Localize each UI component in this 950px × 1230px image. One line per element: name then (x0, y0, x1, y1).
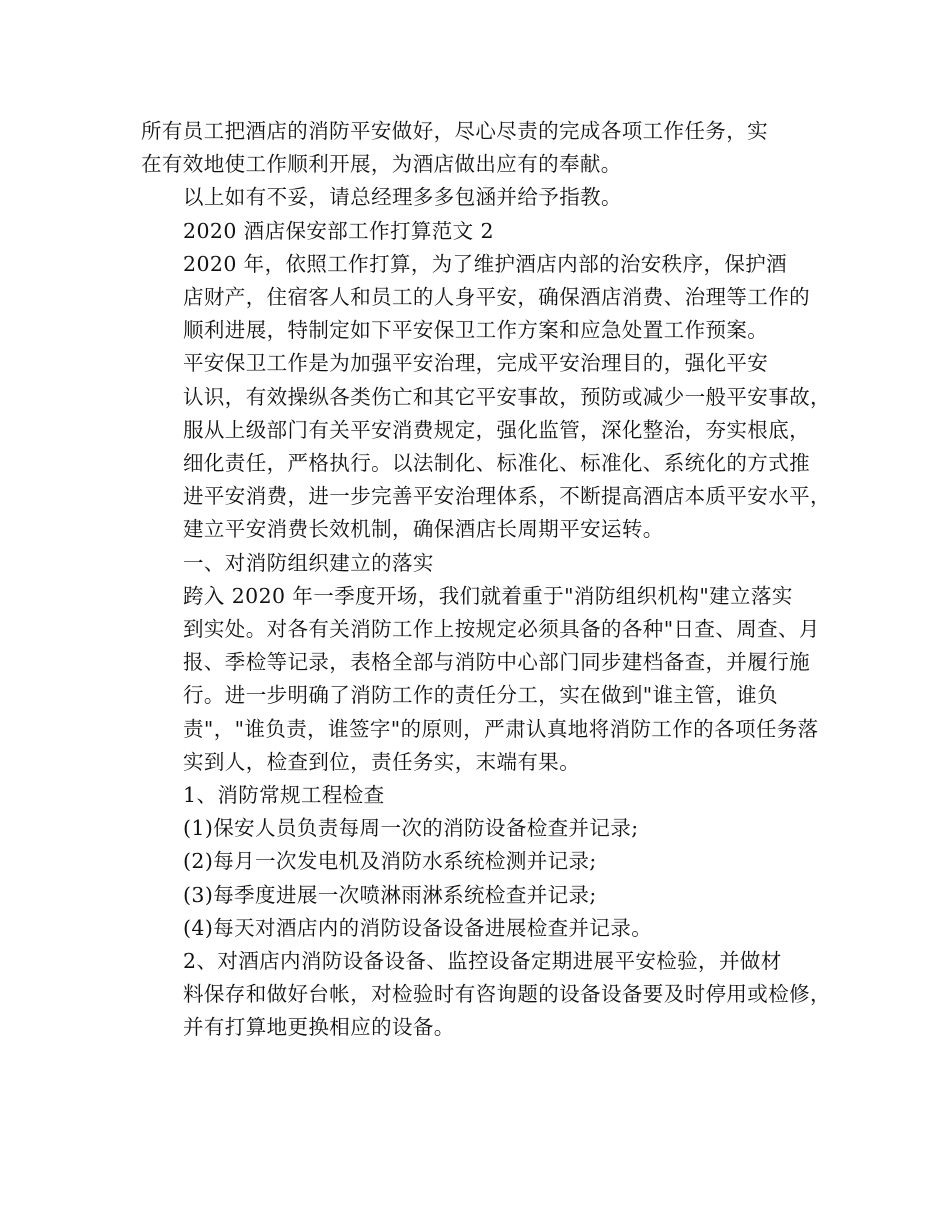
text-line: 顺利进展，特制定如下平安保卫工作方案和应急处置工作预案。 (183, 318, 769, 343)
paragraph (141, 845, 813, 878)
text-line: (4)每天对酒店内的消防设备设备进展检查并记录。 (183, 915, 653, 940)
text-line: 1、消防常规工程检查 (183, 783, 385, 808)
text-line: 并有打算地更换相应的设备。 (183, 1015, 455, 1040)
paragraph (141, 580, 820, 779)
document-page (141, 115, 831, 1045)
paragraph (141, 181, 813, 214)
paragraph (141, 347, 831, 546)
paragraph (141, 912, 813, 945)
text-line: (2)每月一次发电机及消防水系统检测并记录; (183, 849, 597, 874)
text-line: 店财产，住宿客人和员工的人身平安，确保酒店消费、治理等工作的 (183, 285, 810, 310)
paragraph (141, 779, 813, 812)
paragraph (141, 812, 813, 845)
text-line: 责"，"谁负责，谁签字"的原则，严肃认真地将消防工作的各项任务落 (183, 716, 819, 741)
text-line: 实到人，检查到位，责任务实，末端有果。 (183, 749, 581, 774)
paragraph (141, 215, 813, 248)
text-line: 料保存和做好台帐，对检验时有咨询题的设备设备要及时停用或检修， (183, 982, 831, 1007)
text-line: 一、对消防组织建立的落实 (183, 550, 434, 575)
text-line: 认识，有效操纵各类伤亡和其它平安事故，预防或减少一般平安事故， (183, 384, 831, 409)
text-line: 报、季检等记录，表格全部与消防中心部门同步建档备查，并履行施 (183, 650, 810, 675)
text-line: (1)保安人员负责每周一次的消防设备检查并记录; (183, 816, 639, 841)
text-line: 2020 年，依照工作打算，为了维护酒店内部的治安秩序，保护酒 (183, 251, 788, 276)
paragraph (141, 945, 831, 1045)
text-line: 到实处。对各有关消防工作上按规定必须具备的各种"日查、周查、月 (183, 617, 820, 642)
text-line: 平安保卫工作是为加强平安治理，完成平安治理目的，强化平安 (183, 351, 769, 376)
text-line: 在有效地使工作顺利开展，为酒店做出应有的奉献。 (141, 152, 622, 177)
text-line: 服从上级部门有关平安消费规定，强化监管，深化整治，夯实根底， (183, 417, 810, 442)
text-line: 所有员工把酒店的消防平安做好，尽心尽责的完成各项工作任务，实 (141, 119, 768, 143)
paragraph (141, 248, 813, 348)
text-line: 行。进一步明确了消防工作的责任分工，实在做到"谁主管，谁负 (183, 683, 779, 708)
text-line: 跨入 2020 年一季度开场，我们就着重于"消防组织机构"建立落实 (183, 583, 793, 608)
paragraph (141, 879, 813, 912)
text-line: 细化责任，严格执行。以法制化、标准化、标准化、系统化的方式推 (183, 451, 810, 476)
text-line: 以上如有不妥，请总经理多多包涵并给予指教。 (183, 185, 622, 210)
paragraph (141, 115, 813, 181)
text-line: 2020 酒店保安部工作打算范文 2 (183, 218, 494, 243)
text-line: 进平安消费，进一步完善平安治理体系，不断提高酒店本质平安水平， (183, 484, 831, 509)
text-line: (3)每季度进展一次喷淋雨淋系统检查并记录; (183, 882, 597, 907)
paragraph (141, 547, 813, 580)
text-line: 2、对酒店内消防设备设备、监控设备定期进展平安检验，并做材 (183, 949, 782, 974)
text-line: 建立平安消费长效机制，确保酒店长周期平安运转。 (183, 517, 664, 542)
